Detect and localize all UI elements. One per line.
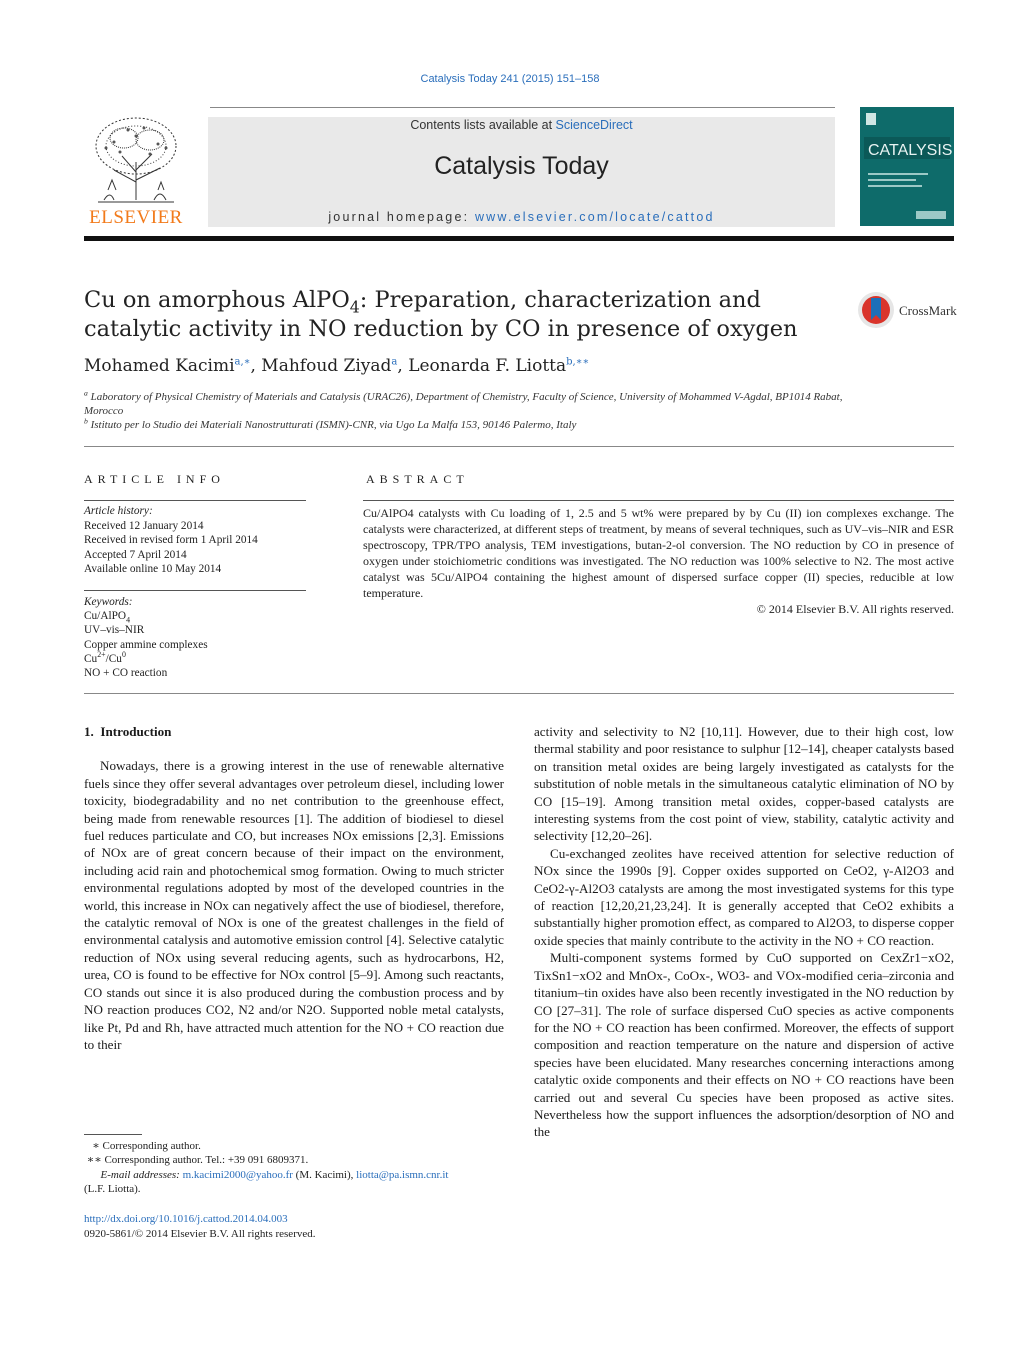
section-number: 1. [84, 724, 94, 739]
homepage-prefix: journal homepage: [328, 210, 475, 224]
journal-homepage [208, 210, 835, 224]
footnote [84, 1168, 504, 1182]
section-heading [84, 723, 504, 740]
title-subscript: 4 [349, 297, 360, 317]
author-name[interactable]: Leonarda F. Liotta [408, 356, 567, 376]
history-item: Accepted 7 April 2014 [84, 548, 187, 561]
title-part: Cu on amorphous AlPO [84, 287, 350, 313]
abstract-text: Cu/AlPO4 catalysts with Cu loading of 1, 2.5 and 5 wt% were prepared by by Cu (II) ion complexes exchange. The catalysts were characterized, at different steps of treatment, by means of several techniques, such as UV–vis–NIR and ESR spectroscopy, TPR/TPO analysis, TEM investigations, butan-2-ol conversion. The NO reduction by CO in presence of oxygen under stoichiometric conditions was investigated. The NO reduction was 100% selective to N2. The most active catalyst was 5Cu/AlPO4 containing the highest amount of dispersed surface copper (II) species, reducible at low temperature. [363, 506, 954, 600]
body-column-right [534, 723, 954, 1141]
email-link[interactable]: m.kacimi2000@yahoo.fr [182, 1168, 293, 1181]
elsevier-wordmark: ELSEVIER [89, 207, 183, 228]
author-name[interactable]: Mohamed Kacimi [84, 356, 235, 376]
cover-title: CATALYSIS [868, 142, 953, 159]
author-name[interactable]: Mahfoud Ziyad [261, 356, 392, 376]
journal-title: Catalysis Today [434, 152, 609, 180]
history-item: Received 12 January 2014 [84, 519, 204, 532]
abstract-copyright: © 2014 Elsevier B.V. All rights reserved. [756, 602, 954, 616]
body-paragraph: Nowadays, there is a growing interest in the use of renewable alternative fuels since they offer several advantages over petroleum diesel, including lower toxicity, biodegradability and no net contribution to the greenhouse effect, being made from renewable resources [1]. The addition of biodiesel to diesel fuel reduces particulate and CO, but increases NOx emissions [2,3]. Emissions of NOx are of great concern because of their impact on the environment, including acid rain and photochemical smog formation. Owing to much stricter environmental regulations adopted by most of the developed countries in the world, this increase in NOx can negatively affect the use of biodiesel, therefore, the catalytic removal of NOx is one of the greatest challenges in the field of environmental catalysis and automotive emission control [4]. Selective catalytic reduction of NOx using several reducing agents, such as hydrocarbons, H2, urea, CO is found to be effective for NOx control [5–9]. Among such reactants, CO stands out since it is also produced during the combustion process and by NO reaction produces CO2, N2 and/or N2O. Supported noble metal catalysts, like Pt, Pd and Rh, have attracted much attention for the NO + CO reaction due to their [84, 758, 504, 1052]
homepage-link[interactable]: www.elsevier.com/locate/cattod [474, 210, 715, 224]
body-paragraph: activity and selectivity to N2 [10,11]. However, due to their high cost, low thermal stability and poor resistance to sulphur [12–14], cheaper catalysts based on transition metal oxides are being largely investigated as catalysts for the substitution of noble metals in the simultaneous catalytic elimination of NO by CO [15–19]. Among transition metal oxides, copper-based catalysts are interesting systems from the cost point of view, stability, catalytic activity and selectivity [12,20–26]. [534, 724, 954, 844]
contents-line [208, 118, 835, 132]
affiliation-text: Istituto per lo Studio dei Materiali Nanostrutturati (ISMN)-CNR, via Ugo La Malfa 153, 90146 Palermo, Italy [90, 419, 577, 431]
masthead-divider [84, 236, 954, 241]
contents-prefix: Contents lists available at [410, 118, 556, 132]
divider [363, 500, 954, 501]
footnote-text: Corresponding author. [102, 1140, 201, 1152]
affiliation-marker: a [84, 388, 88, 398]
affiliation-marker: b [84, 416, 88, 426]
doi-link[interactable]: http://dx.doi.org/10.1016/j.cattod.2014.04.003 [84, 1213, 288, 1225]
footnote-text: Corresponding author. Tel.: +39 091 6809371. [104, 1154, 309, 1167]
history-item: Received in revised form 1 April 2014 [84, 534, 258, 546]
divider [84, 500, 306, 501]
history-label: Article history: [84, 505, 153, 517]
affiliation [84, 418, 844, 432]
author-list: Mohamed Kacimi$^{a,∗}$, Mahfoud Ziyad$^a$, Leonarda F. Liotta$^{b,∗∗}$ [84, 356, 590, 376]
author-affiliation-marker[interactable]: a [391, 356, 398, 368]
section-title: Introduction [100, 724, 172, 739]
keyword: NO + CO reaction [84, 667, 168, 680]
title-part: : Preparation, characterization and catalytic activity in NO reduction by CO in presence of oxygen [84, 287, 798, 342]
crossmark-badge[interactable] [857, 290, 977, 330]
email-owner: (M. Kacimi), [295, 1168, 354, 1181]
history-item: Available online 10 May 2014 [84, 563, 222, 575]
footnotes [84, 1139, 504, 1197]
email-owner: (L.F. Liotta). [84, 1183, 141, 1196]
abstract-heading: ABSTRACT [366, 472, 469, 486]
footnote: ∗∗ Corresponding author. Tel.: +39 091 6809371. [84, 1154, 309, 1167]
divider [84, 590, 306, 591]
body-paragraph: Cu-exchanged zeolites have received attention for selective reduction of NOx since the 1990s [9]. Copper oxides supported on CeO2, γ-Al2O3 and CeO2-γ-Al2O3 catalysts are among the most investigated systems for this type of reaction [12,20,21,23,24]. It is generally accepted that CeO2 exhibits a substantially higher promotion effect, as compared to Al2O3, to disperse copper oxide species that mainly contribute to the activity in the NO + CO reaction. [534, 845, 954, 948]
keywords-label: Keywords: [84, 596, 133, 608]
divider [84, 446, 954, 447]
article-history [84, 504, 306, 577]
issn-line: 0920-5861/© 2014 Elsevier B.V. All rights reserved. [84, 1227, 316, 1240]
doi-block [84, 1212, 504, 1241]
body-column-left [84, 723, 504, 1053]
footnote: ∗ Corresponding author. [84, 1140, 201, 1152]
affiliation [84, 390, 844, 418]
affiliation-text: Laboratory of Physical Chemistry of Materials and Catalysis (URAC26), Department of Chemistry, Faculty of Science, University of Mohammed V-Agdal, BP1014 Rabat, Morocco [84, 391, 843, 417]
email-link[interactable]: liotta@pa.ismn.cnr.it [356, 1168, 449, 1181]
author-affiliation-marker[interactable]: a,∗ [234, 356, 251, 368]
keyword: Cu/AlPO$_4$ [84, 610, 131, 625]
sciencedirect-link[interactable]: ScienceDirect [555, 118, 633, 132]
keyword: $Cu^{2+}/Cu^0$ [84, 650, 126, 665]
divider [84, 693, 954, 694]
email-label: E-mail addresses: [100, 1168, 180, 1181]
author-affiliation-marker[interactable]: b,∗∗ [566, 356, 590, 368]
body-paragraph: Multi-component systems formed by CuO supported on CexZr1−xO2, TixSn1−xO2 and MnOx-, CoOx-, WO3- and VOx-modified ceria–zirconia and titanium–tin oxides have also been recently investigated in the NO reduction by CO [27–31]. The role of surface dispersed CuO species as active components for the NO + CO reaction has been confirmed. Moreover, the effects of support composition and reaction temperature on the nature and dispersion of active species have been elucidated. Many researches concerning interactions among catalytic oxide components and their effects on NO + CO reactions have been carried out and several Cu species have been proposed as active sites. Nevertheless how the support influences the adsorption/desorption of NO and the [534, 950, 954, 1140]
keyword: Copper ammine complexes [84, 638, 208, 651]
article-info-heading: ARTICLE INFO [84, 472, 225, 486]
footnote-divider [84, 1134, 142, 1135]
keyword: UV–vis–NIR [84, 624, 145, 637]
divider [210, 107, 835, 108]
article-title [84, 286, 844, 344]
journal-reference-link[interactable]: Catalysis Today 241 (2015) 151–158 [420, 73, 600, 85]
keywords [84, 595, 306, 680]
journal-cover-thumbnail[interactable] [860, 107, 954, 226]
crossmark-label: CrossMark [899, 303, 957, 318]
